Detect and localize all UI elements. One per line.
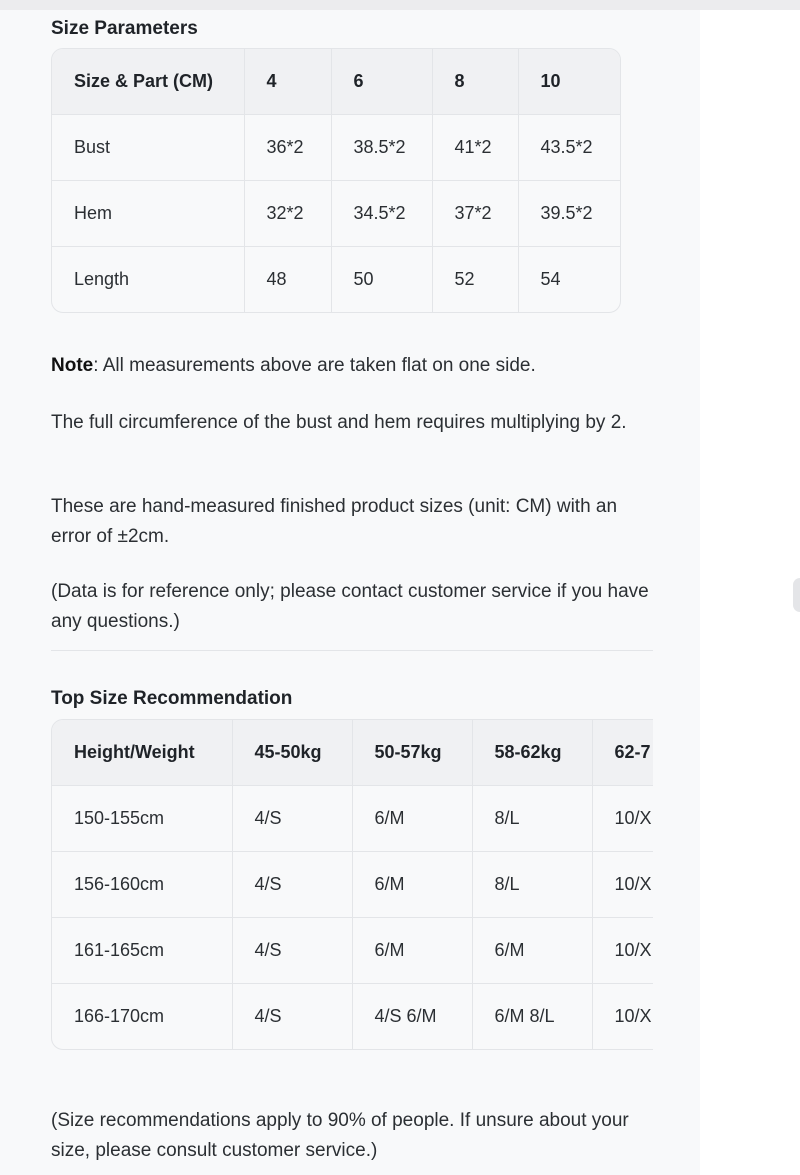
size-parameters-table — [51, 48, 621, 313]
recommendation-footnote: (Size recommendations apply to 90% of people. If unsure about your size, please consult customer service.) — [51, 1110, 629, 1161]
table-cell: 50 — [331, 247, 432, 313]
column-header: 8 — [432, 49, 518, 115]
table-cell: 10/X — [592, 786, 653, 852]
top-bar — [0, 0, 800, 10]
table-row — [52, 918, 653, 984]
table-cell: 10/X — [592, 984, 653, 1050]
column-header: 50-57kg — [352, 720, 472, 786]
note-label: Note — [51, 355, 94, 376]
recommendation-heading: Top Size Recommendation — [51, 688, 293, 709]
table-cell: 43.5*2 — [518, 115, 620, 181]
table-row — [52, 786, 653, 852]
recommendation-table — [51, 719, 653, 1050]
table-cell: Length — [52, 247, 244, 313]
column-header: 58-62kg — [472, 720, 592, 786]
column-header: 62-7 — [592, 720, 653, 786]
note-paragraph — [51, 351, 651, 381]
note-text: : All measurements above are taken flat on one side. — [93, 355, 536, 376]
table-row — [52, 247, 620, 313]
table-row — [52, 181, 620, 247]
table-cell: 48 — [244, 247, 331, 313]
circumference-paragraph: The full circumference of the bust and hem requires multiplying by 2. — [51, 412, 627, 433]
reference-paragraph: (Data is for reference only; please contact customer service if you have any questions.) — [51, 581, 649, 632]
table-header-row — [52, 720, 653, 786]
table-cell: 36*2 — [244, 115, 331, 181]
table-cell: 52 — [432, 247, 518, 313]
table-cell: 166-170cm — [52, 984, 232, 1050]
table-cell: 39.5*2 — [518, 181, 620, 247]
table-cell: 41*2 — [432, 115, 518, 181]
column-header: 10 — [518, 49, 620, 115]
table-cell: 156-160cm — [52, 852, 232, 918]
table-cell: 4/S — [232, 786, 352, 852]
table-cell: Hem — [52, 181, 244, 247]
table-header-row — [52, 49, 620, 115]
table-cell: 150-155cm — [52, 786, 232, 852]
table-cell: 4/S — [232, 918, 352, 984]
table-cell: 38.5*2 — [331, 115, 432, 181]
table-cell: 6/M — [472, 918, 592, 984]
table-cell: 6/M — [352, 852, 472, 918]
size-parameters-heading: Size Parameters — [51, 18, 198, 39]
column-header: 4 — [244, 49, 331, 115]
table-cell: 8/L — [472, 852, 592, 918]
table-cell: 10/X — [592, 918, 653, 984]
table-cell: 6/M — [352, 786, 472, 852]
table-cell: 8/L — [472, 786, 592, 852]
table-cell: 37*2 — [432, 181, 518, 247]
table-cell: 4/S — [232, 984, 352, 1050]
table-cell: 4/S 6/M — [352, 984, 472, 1050]
right-pane — [700, 10, 800, 1175]
table-cell: Bust — [52, 115, 244, 181]
column-header: 45-50kg — [232, 720, 352, 786]
scroll-handle[interactable] — [793, 578, 800, 612]
table-cell: 54 — [540, 269, 561, 289]
table-row — [52, 115, 620, 181]
table-cell: 161-165cm — [52, 918, 232, 984]
column-header: Height/Weight — [52, 720, 232, 786]
column-header: 6 — [331, 49, 432, 115]
table-cell: 34.5*2 — [331, 181, 432, 247]
table-row — [52, 852, 653, 918]
column-header: Size & Part (CM) — [52, 49, 244, 115]
table-cell: 10/X — [592, 852, 653, 918]
table-cell: 6/M 8/L — [472, 984, 592, 1050]
table-cell: 6/M — [352, 918, 472, 984]
table-row — [52, 984, 653, 1050]
table-cell: 4/S — [232, 852, 352, 918]
measurement-paragraph: These are hand-measured finished product sizes (unit: CM) with an error of ±2cm. — [51, 496, 618, 547]
divider — [51, 650, 653, 651]
table-cell: 32*2 — [244, 181, 331, 247]
